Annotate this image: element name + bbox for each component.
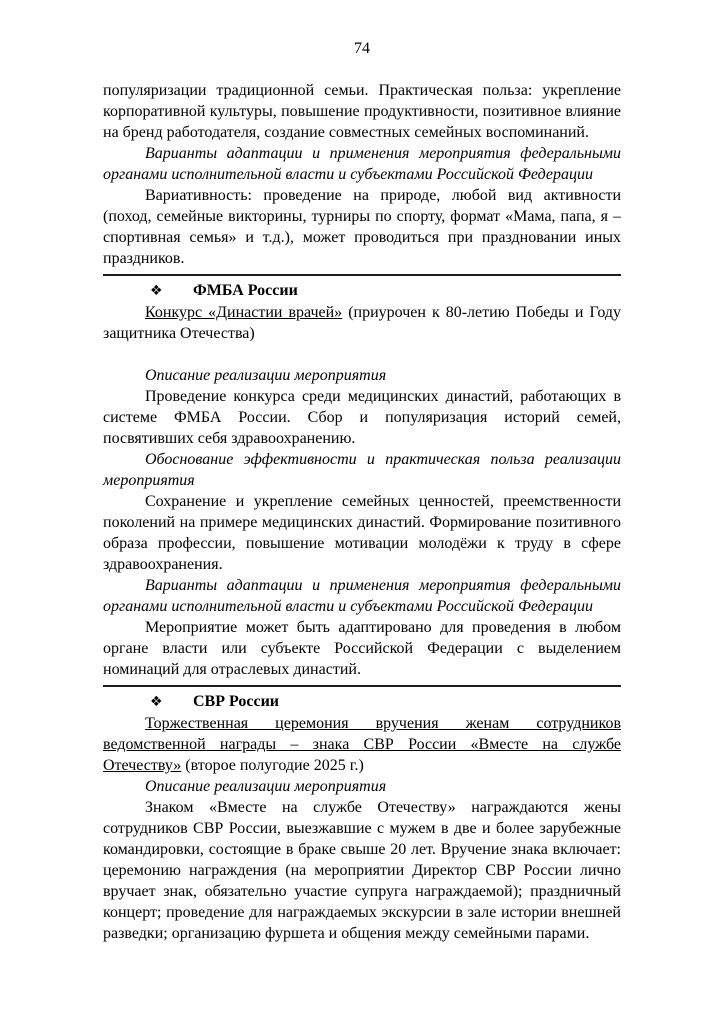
paragraph-variativity: Вариативность: проведение на природе, любой вид активности (поход, семейные викторины, турниры по спорту, формат «Мама, папа, я – спортивная семья» и т.д.), может проводиться при праздновании иных праздников.: [103, 187, 621, 267]
event-title-underlined-svr: Торжественная церемония вручения женам сотрудников ведомственной награды – знака СВР России «Вместе на службе Отечеству»: [103, 715, 621, 774]
event-title-note-fmba: (приурочен к 80-летию Победы и Году защитника Отечества): [103, 304, 622, 342]
heading-effectiveness-fmba: Обоснование эффективности и практическая польза реализации мероприятия: [103, 451, 621, 489]
diamond-bullet-icon: ❖: [150, 283, 163, 299]
paragraph-family-benefits-continuation: популяризации традиционной семьи. Практическая польза: укрепление корпоративной культуры, повышение продуктивности, позитивное влияние на бренд работодателя, создание совместных семейных воспоминаний.: [103, 82, 621, 141]
section-title-fmba: ФМБА России: [193, 282, 298, 299]
heading-adaptation-variants-intro: Варианты адаптации и применения мероприятия федеральными органами исполнительной власти и субъектами Российской Федерации: [103, 145, 621, 183]
section-header-svr: [103, 691, 621, 713]
heading-adaptation-variants-fmba: Варианты адаптации и применения мероприятия федеральными органами исполнительной власти и субъектами Российской Федерации: [103, 577, 621, 615]
paragraph-effectiveness-fmba: Сохранение и укрепление семейных ценностей, преемственности поколений на примере медицинских династий. Формирование позитивного образа профессии, повышение мотивации молодёжи к труду в сфере здравоохранения.: [103, 493, 621, 573]
paragraph-description-fmba: Проведение конкурса среди медицинских династий, работающих в системе ФМБА России. Сбор и популяризация историй семей, посвятивших себя здравоохранению.: [103, 388, 621, 447]
heading-description-fmba: Описание реализации мероприятия: [145, 367, 387, 384]
section-divider: [103, 685, 621, 687]
event-title-underlined-fmba: Конкурс «Династии врачей»: [145, 304, 343, 321]
diamond-bullet-icon: ❖: [150, 694, 163, 710]
page-number: 74: [354, 40, 370, 57]
paragraph-description-svr: Знаком «Вместе на службе Отечеству» награждаются жены сотрудников СВР России, выезжавшие с мужем в две и более зарубежные командировки, состоящие в браке свыше 20 лет. Вручение знака включает: церемонию награждения (на мероприятии Директор СВР России лично вручает знак, обязательно участие супруга награждаемой); праздничный концерт; проведение для награждаемых экскурсии в зале истории внешней разведки; организацию фуршета и общения между семейными парами.: [103, 799, 621, 942]
section-divider: [103, 274, 621, 276]
heading-description-svr: Описание реализации мероприятия: [145, 778, 387, 795]
paragraph-event-title-fmba: [103, 302, 621, 344]
paragraph-adaptation-fmba: Мероприятие может быть адаптировано для проведения в любом органе власти или субъекте Российской Федерации с выделением номинаций для отраслевых династий.: [103, 619, 621, 678]
section-header-fmba: [103, 280, 621, 302]
paragraph-event-title-svr: [103, 713, 621, 776]
event-title-note-svr: (второе полугодие 2025 г.): [181, 757, 364, 774]
section-title-svr: СВР России: [193, 693, 280, 710]
